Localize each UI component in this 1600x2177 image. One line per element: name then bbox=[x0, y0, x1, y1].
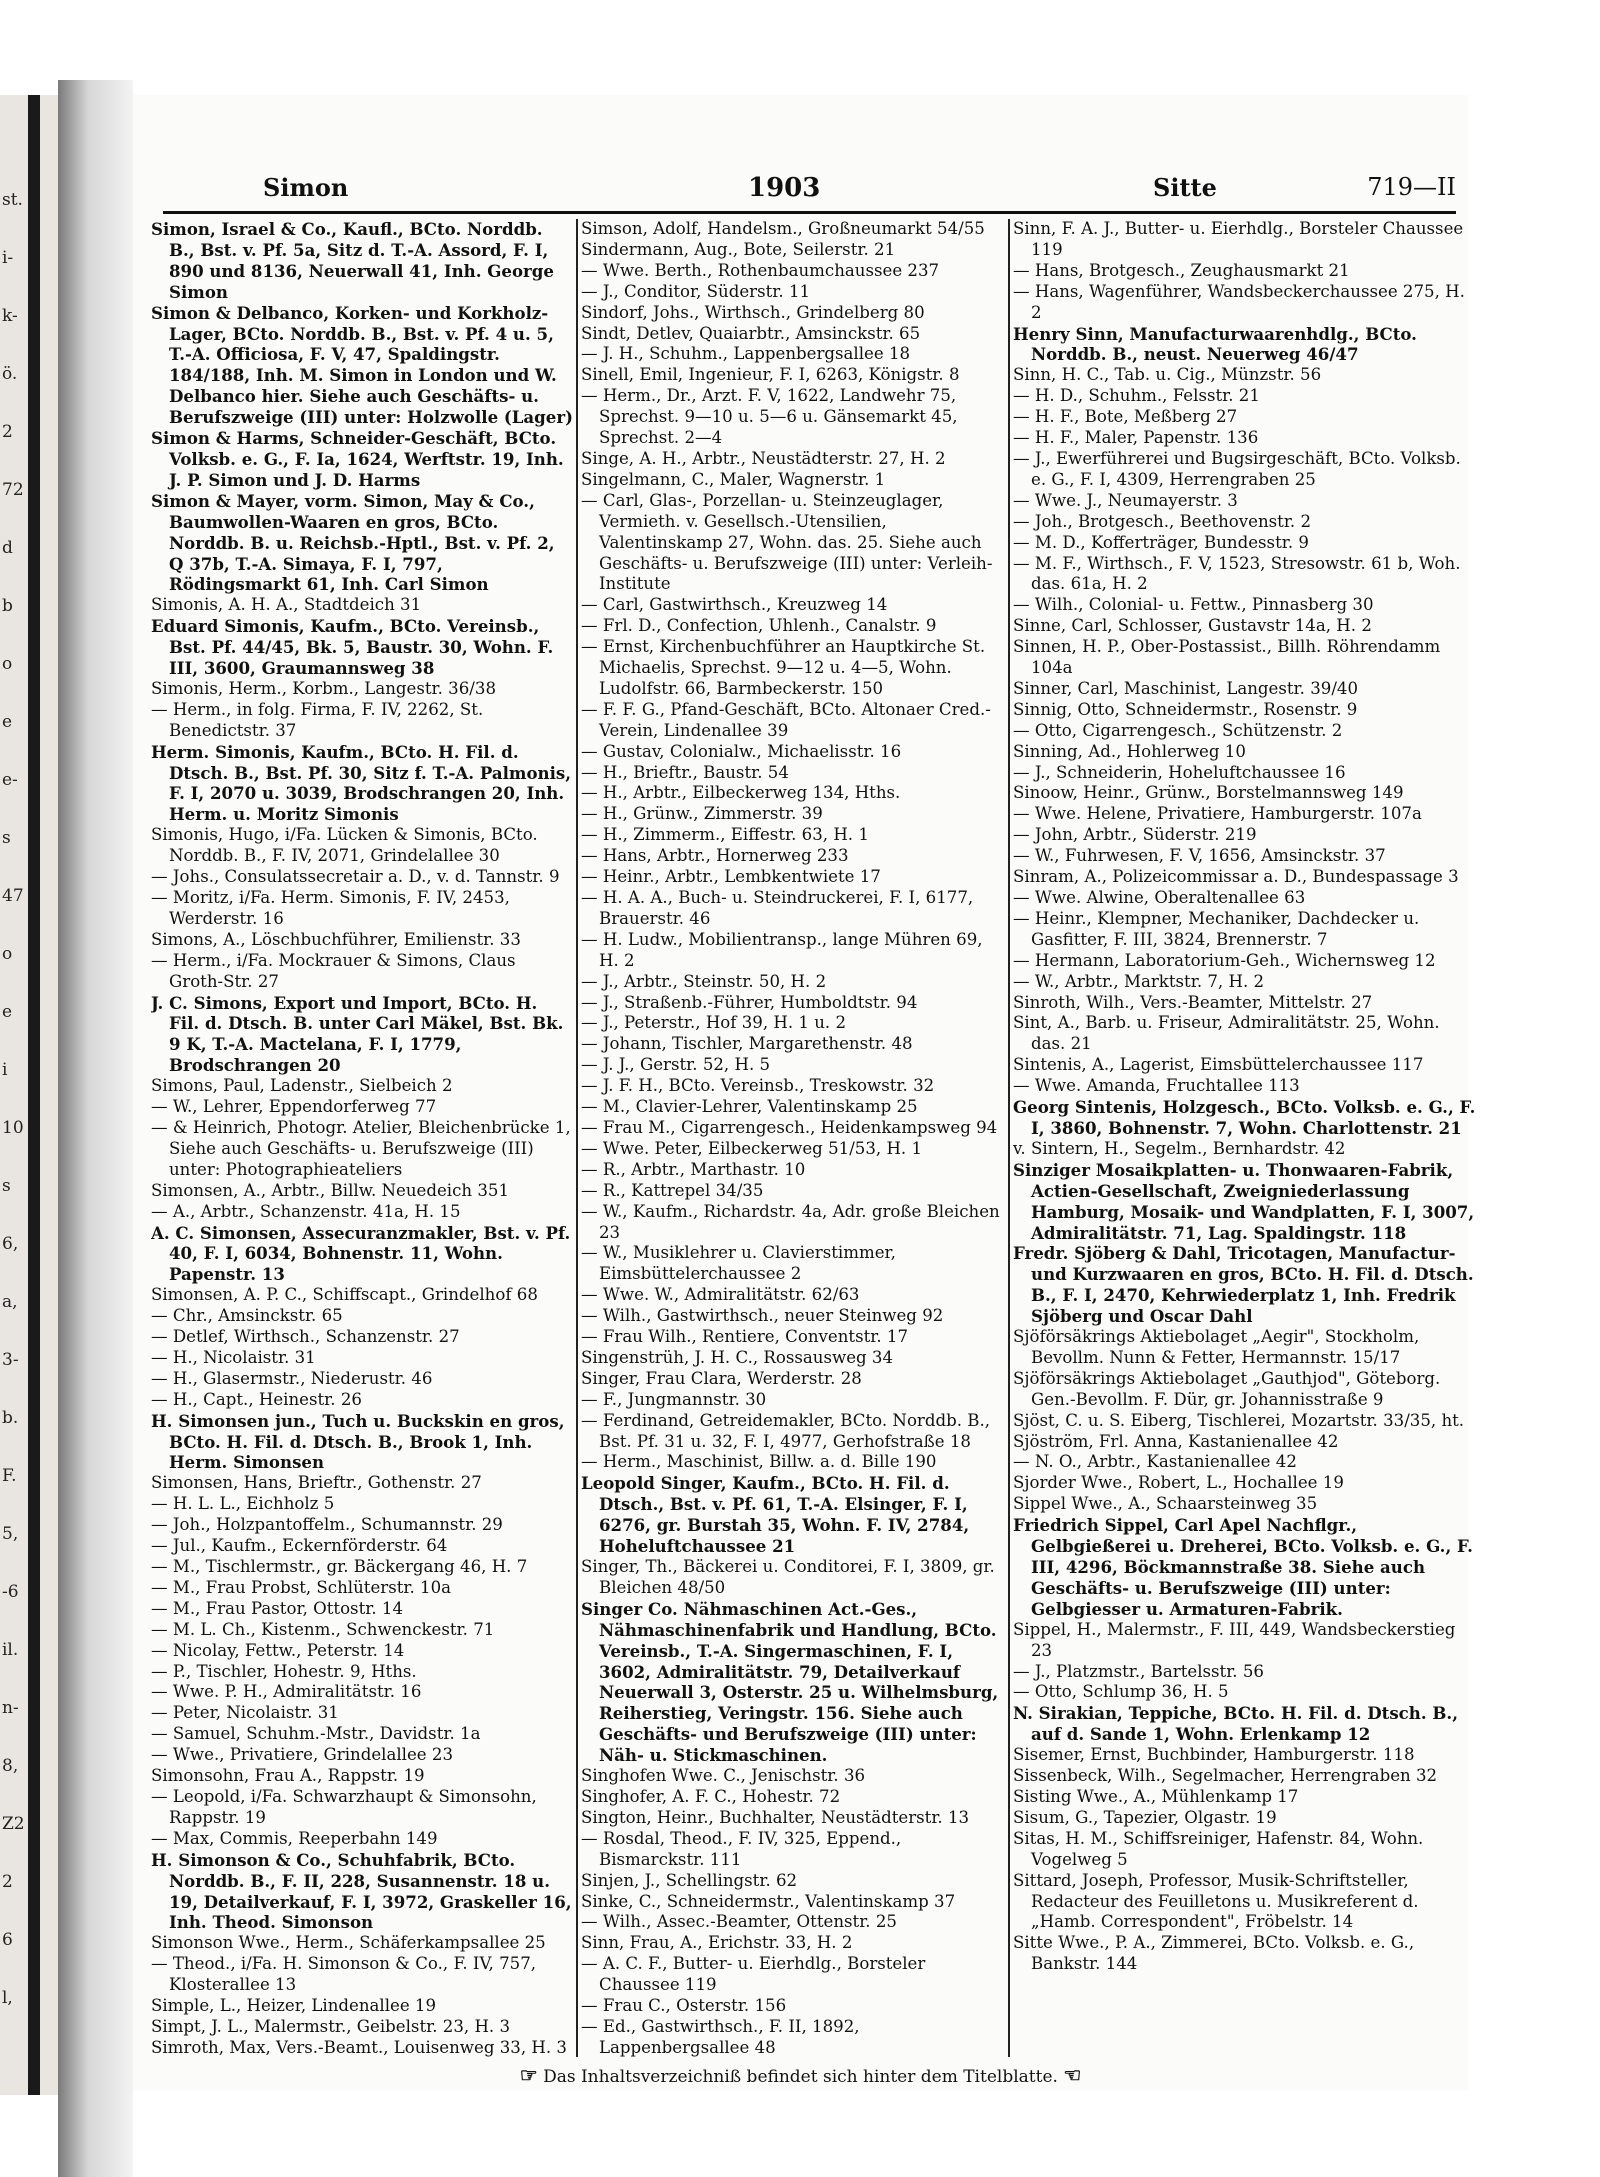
directory-entry: Sinn, F. A. J., Butter- u. Eierhdlg., Borsteler Chaussee 119 bbox=[1013, 219, 1464, 259]
directory-entry: — F. F. G., Pfand-Geschäft, BCto. Altonaer Cred.-Verein, Lindenallee 39 bbox=[581, 699, 991, 740]
directory-entry: — Moritz, i/Fa. Herm. Simonis, F. IV, 2453, Werderstr. 16 bbox=[151, 888, 510, 928]
directory-entry: — H., Nicolaistr. 31 bbox=[151, 1347, 316, 1367]
directory-entry: — Carl, Glas-, Porzellan- u. Steinzeuglager, Vermieth. v. Gesellsch.-Utensilien, Valentinskamp 27, Wohn. das. 25. Siehe auch Geschäfts- u. Berufszweige (III) unter: Verleih-Institute bbox=[581, 490, 993, 594]
directory-entry: — Hans, Arbtr., Hornerweg 233 bbox=[581, 846, 849, 866]
directory-entry: — Frl. D., Confection, Uhlenh., Canalstr. 9 bbox=[581, 616, 937, 636]
directory-entry: Sjöförsäkrings Aktiebolaget „Gauthjod", Göteborg. Gen.-Bevollm. F. Dür, gr. Johannisstraße 9 bbox=[1013, 1368, 1441, 1409]
directory-entry: — J., Ewerführerei und Bugsirgeschäft, BCto. Volksb. e. G., F. I, 4309, Herrengraben 25 bbox=[1013, 448, 1461, 489]
directory-entry: Sindorf, Johs., Wirthsch., Grindelberg 80 bbox=[581, 302, 925, 322]
column-2 bbox=[581, 219, 1005, 2057]
directory-entry: — M., Frau Pastor, Ottostr. 14 bbox=[151, 1598, 404, 1618]
directory-entry: — Herm., i/Fa. Mockrauer & Simons, Claus Groth-Str. 27 bbox=[151, 950, 516, 991]
directory-entry: Friedrich Sippel, Carl Apel Nachflgr., Gelbgießerei u. Dreherei, BCto. Volksb. e. G., F. III, 4296, Böckmannstraße 38. Siehe auch Geschäfts- u. Berufszweige (III) unter: Gelbgiesser u. Armaturen-Fabrik. bbox=[1013, 1515, 1473, 1619]
margin-mark: 8, bbox=[2, 1756, 19, 1776]
directory-entry: — J., Peterstr., Hof 39, H. 1 u. 2 bbox=[581, 1013, 847, 1033]
directory-entry: Simonsen, A. P. C., Schiffscapt., Grindelhof 68 bbox=[151, 1285, 538, 1305]
directory-entry: — M., Tischlermstr., gr. Bäckergang 46, H. 7 bbox=[151, 1557, 528, 1576]
directory-entry: J. C. Simons, Export und Import, BCto. H. Fil. d. Dtsch. B. unter Carl Mäkel, Bst. Bk. 9 K, T.-A. Mactelana, F. I, 1779, Brodschrangen 20 bbox=[151, 992, 564, 1076]
directory-entry: — Wwe. Berth., Rothenbaumchaussee 237 bbox=[581, 260, 940, 280]
directory-entry: Simon, Israel & Co., Kaufl., BCto. Norddb. B., Bst. v. Pf. 5a, Sitz d. T.-A. Assord, F. I, 890 und 8136, Neuerwall 41, Inh. George Simon bbox=[151, 219, 554, 302]
directory-entry: — W., Musiklehrer u. Clavierstimmer, Eimsbüttelerchaussee 2 bbox=[581, 1243, 896, 1284]
directory-entry: — A. C. F., Butter- u. Eierhdlg., Borsteler Chaussee 119 bbox=[581, 1954, 926, 1995]
directory-entry: Simonis, A. H. A., Stadtdeich 31 bbox=[151, 595, 422, 615]
directory-entry: Simson, Adolf, Handelsm., Großneumarkt 54/55 bbox=[581, 219, 985, 238]
directory-entry: — J., Conditor, Süderstr. 11 bbox=[581, 281, 811, 301]
directory-entry: — W., Arbtr., Marktstr. 7, H. 2 bbox=[1013, 971, 1265, 991]
directory-entry: — Carl, Gastwirthsch., Kreuzweg 14 bbox=[581, 595, 888, 615]
directory-entry: — Detlef, Wirthsch., Schanzenstr. 27 bbox=[151, 1327, 460, 1347]
directory-entry: — Ferdinand, Getreidemakler, BCto. Norddb. B., Bst. Pf. 31 u. 32, F. I, 4977, Gerhofstraße 18 bbox=[581, 1410, 991, 1451]
directory-entry: Sindermann, Aug., Bote, Seilerstr. 21 bbox=[581, 239, 896, 259]
margin-mark: o bbox=[2, 654, 13, 674]
directory-entry: — Peter, Nicolaistr. 31 bbox=[151, 1703, 339, 1723]
directory-entry: — H., Arbtr., Eilbeckerweg 134, Hths. bbox=[581, 783, 901, 803]
directory-entry: — Wilh., Gastwirthsch., neuer Steinweg 92 bbox=[581, 1306, 944, 1326]
margin-mark: e bbox=[2, 712, 13, 732]
margin-mark: d bbox=[2, 538, 13, 558]
directory-entry: Eduard Simonis, Kaufm., BCto. Vereinsb., Bst. Pf. 44/45, Bk. 5, Baustr. 30, Wohn. F. III, 3600, Graumannsweg 38 bbox=[151, 616, 554, 679]
directory-entry: Sintenis, A., Lagerist, Eimsbüttelerchaussee 117 bbox=[1013, 1055, 1424, 1075]
directory-entry: — Frau Wilh., Rentiere, Conventstr. 17 bbox=[581, 1327, 909, 1347]
directory-entry: — Wwe. Alwine, Oberaltenallee 63 bbox=[1013, 888, 1306, 907]
directory-entry: — H., Grünw., Zimmerstr. 39 bbox=[581, 804, 823, 824]
directory-entry: H. Simonson & Co., Schuhfabrik, BCto. Norddb. B., F. II, 228, Susannenstr. 18 u. 19, Detailverkauf, F. I, 3972, Graskeller 16, Inh. Theod. Simonson bbox=[151, 1849, 572, 1933]
column-3 bbox=[1013, 219, 1478, 2057]
directory-entry: — Otto, Schlump 36, H. 5 bbox=[1013, 1682, 1229, 1702]
directory-entry: — Hans, Brotgesch., Zeughausmarkt 21 bbox=[1013, 260, 1350, 280]
directory-entry: — H., Capt., Heinestr. 26 bbox=[151, 1389, 362, 1409]
margin-mark: 2 bbox=[2, 1872, 13, 1892]
directory-entry: Leopold Singer, Kaufm., BCto. H. Fil. d. Dtsch., Bst. v. Pf. 61, T.-A. Elsinger, F. I, 6276, gr. Burstah 35, Wohn. F. IV, 2784, Hoheluftchaussee 21 bbox=[581, 1473, 970, 1557]
directory-entry: — H. D., Schuhm., Felsstr. 21 bbox=[1013, 386, 1260, 406]
directory-entry: Simonsen, Hans, Brieftr., Gothenstr. 27 bbox=[151, 1473, 482, 1493]
margin-mark: a, bbox=[2, 1292, 18, 1312]
directory-entry: Sinjen, J., Schellingstr. 62 bbox=[581, 1870, 798, 1890]
directory-entry: Herm. Simonis, Kaufm., BCto. H. Fil. d. Dtsch. B., Bst. Pf. 30, Sitz f. T.-A. Palmonis, F. I, 2070 u. 3039, Brodschrangen 20, Inh. Herm. u. Moritz Simonis bbox=[151, 741, 572, 825]
directory-page bbox=[133, 95, 1476, 2090]
directory-entry: — F., Jungmannstr. 30 bbox=[581, 1389, 767, 1409]
directory-entry: — N. O., Arbtr., Kastanienallee 42 bbox=[1013, 1452, 1297, 1472]
page-footer bbox=[133, 2063, 1468, 2087]
directory-entry: — P., Tischler, Hohestr. 9, Hths. bbox=[151, 1661, 417, 1681]
entry-columns bbox=[151, 219, 1476, 2057]
directory-entry: — H. A. A., Buch- u. Steindruckerei, F. I, 6177, Brauerstr. 46 bbox=[581, 888, 974, 928]
margin-mark: 6 bbox=[2, 1930, 13, 1950]
directory-entry: — Theod., i/Fa. H. Simonson & Co., F. IV, 757, Klosterallee 13 bbox=[151, 1954, 537, 1995]
directory-entry: — Herm., Maschinist, Billw. a. d. Bille 190 bbox=[581, 1452, 937, 1472]
directory-entry: — Leopold, i/Fa. Schwarzhaupt & Simonsohn, Rappstr. 19 bbox=[151, 1786, 537, 1827]
margin-mark: -6 bbox=[2, 1582, 19, 1602]
directory-entry: — J. H., Schuhm., Lappenbergsallee 18 bbox=[581, 344, 911, 364]
directory-entry: Sippel, H., Malermstr., F. III, 449, Wandsbeckerstieg 23 bbox=[1013, 1619, 1456, 1660]
directory-entry: Simonis, Herm., Korbm., Langestr. 36/38 bbox=[151, 678, 497, 698]
directory-entry: Sitte Wwe., P. A., Zimmerei, BCto. Volksb. e. G., Bankstr. 144 bbox=[1013, 1933, 1415, 1974]
margin-mark: 6, bbox=[2, 1234, 19, 1254]
directory-entry: Sjorder Wwe., Robert, L., Hochallee 19 bbox=[1013, 1473, 1344, 1493]
directory-entry: — Ed., Gastwirthsch., F. II, 1892, Lappenbergsallee 48 bbox=[581, 2016, 860, 2057]
directory-entry: Sinram, A., Polizeicommissar a. D., Bundespassage 3 bbox=[1013, 867, 1459, 887]
page-header bbox=[163, 173, 1456, 207]
directory-entry: Sinne, Carl, Schlosser, Gustavstr 14a, H. 2 bbox=[1013, 616, 1372, 636]
directory-entry: — M. D., Kofferträger, Bundesstr. 9 bbox=[1013, 532, 1309, 552]
directory-entry: Georg Sintenis, Holzgesch., BCto. Volksb. e. G., F. I, 3860, Bohnenstr. 7, Wohn. Charlottenstr. 21 bbox=[1013, 1097, 1476, 1138]
column-divider-2 bbox=[1008, 219, 1010, 2057]
directory-entry: — Hans, Wagenführer, Wandsbeckerchaussee 275, H. 2 bbox=[1013, 281, 1465, 322]
directory-entry: — Otto, Cigarrengesch., Schützenstr. 2 bbox=[1013, 720, 1343, 740]
header-rule bbox=[163, 211, 1456, 214]
directory-entry: Sindt, Detlev, Quaiarbtr., Amsinckstr. 65 bbox=[581, 323, 921, 343]
directory-entry: Singhofen Wwe. C., Jenischstr. 36 bbox=[581, 1766, 866, 1786]
pointing-hand-left-icon: ☜ bbox=[1063, 2063, 1082, 2087]
directory-entry: — Ernst, Kirchenbuchführer an Hauptkirche St. Michaelis, Sprechst. 9—12 u. 4—5, Wohn. Ludolfstr. 66, Barmbeckerstr. 150 bbox=[581, 637, 986, 698]
directory-entry: Sint, A., Barb. u. Friseur, Admiralitätstr. 25, Wohn. das. 21 bbox=[1013, 1013, 1440, 1054]
directory-entry: Simple, L., Heizer, Lindenallee 19 bbox=[151, 1996, 437, 2016]
directory-entry: Sisting Wwe., A., Mühlenkamp 17 bbox=[1013, 1786, 1299, 1806]
directory-entry: Sinziger Mosaikplatten- u. Thonwaaren-Fabrik, Actien-Gesellschaft, Zweigniederlassung Hamburg, Mosaik- und Wandplatten, F. I, 3007, Admiralitätstr. 71, Lag. Spaldingstr. 118 bbox=[1013, 1159, 1475, 1243]
directory-entry: — Wilh., Assec.-Beamter, Ottenstr. 25 bbox=[581, 1912, 897, 1932]
column-divider-1 bbox=[576, 219, 578, 2057]
directory-entry: Sinnen, H. P., Ober-Postassist., Billh. Röhrendamm 104a bbox=[1013, 637, 1441, 678]
directory-entry: — Joh., Brotgesch., Beethovenstr. 2 bbox=[1013, 511, 1312, 531]
margin-mark: Z2 bbox=[2, 1814, 25, 1834]
directory-entry: — Wwe. Peter, Eilbeckerweg 51/53, H. 1 bbox=[581, 1138, 923, 1158]
directory-entry: — W., Fuhrwesen, F. V, 1656, Amsinckstr. 37 bbox=[1013, 846, 1386, 866]
margin-mark: b bbox=[2, 596, 13, 616]
pointing-hand-right-icon: ☞ bbox=[519, 2063, 538, 2087]
directory-entry: Simon & Harms, Schneider-Geschäft, BCto. Volksb. e. G., F. Ia, 1624, Werftstr. 19, Inh. J. P. Simon und J. D. Harms bbox=[151, 428, 564, 490]
directory-entry: — R., Arbtr., Marthastr. 10 bbox=[581, 1159, 806, 1179]
directory-entry: — J., Platzmstr., Bartelsstr. 56 bbox=[1013, 1661, 1264, 1681]
directory-entry: Sjöförsäkrings Aktiebolaget „Aegir", Stockholm, Bevollm. Nunn & Fetter, Hermannstr. 15/17 bbox=[1013, 1327, 1420, 1367]
book-gutter bbox=[58, 80, 133, 2177]
header-year: 1903 bbox=[748, 173, 821, 203]
directory-entry: — W., Lehrer, Eppendorferweg 77 bbox=[151, 1097, 437, 1117]
directory-entry: — J. F. H., BCto. Vereinsb., Treskowstr. 32 bbox=[581, 1076, 935, 1096]
directory-entry: — Wilh., Colonial- u. Fettw., Pinnasberg 30 bbox=[1013, 595, 1374, 615]
directory-entry: — Gustav, Colonialw., Michaelisstr. 16 bbox=[581, 741, 902, 761]
directory-entry: — Rosdal, Theod., F. IV, 325, Eppend., Bismarckstr. 111 bbox=[581, 1828, 902, 1869]
directory-entry: Sinn, H. C., Tab. u. Cig., Münzstr. 56 bbox=[1013, 365, 1322, 385]
directory-entry: v. Sintern, H., Segelm., Bernhardstr. 42 bbox=[1013, 1138, 1346, 1158]
margin-mark: st. bbox=[2, 190, 23, 210]
directory-entry: — & Heinrich, Photogr. Atelier, Bleichenbrücke 1, Siehe auch Geschäfts- u. Berufszweige (III) unter: Photographieateliers bbox=[151, 1117, 571, 1179]
margin-mark: 10 bbox=[2, 1118, 24, 1138]
directory-entry: — Max, Commis, Reeperbahn 149 bbox=[151, 1828, 438, 1848]
directory-entry: Singer, Frau Clara, Werderstr. 28 bbox=[581, 1368, 862, 1388]
directory-entry: — Hermann, Laboratorium-Geh., Wichernsweg 12 bbox=[1013, 950, 1436, 970]
directory-entry: Singer, Th., Bäckerei u. Conditorei, F. I, 3809, gr. Bleichen 48/50 bbox=[581, 1557, 995, 1597]
directory-entry: H. Simonsen jun., Tuch u. Buckskin en gros, BCto. H. Fil. d. Dtsch. B., Brook 1, Inh. Herm. Simonsen bbox=[151, 1410, 565, 1473]
directory-entry: — A., Arbtr., Schanzenstr. 41a, H. 15 bbox=[151, 1201, 461, 1221]
directory-entry: Simons, A., Löschbuchführer, Emilienstr. 33 bbox=[151, 929, 521, 949]
header-first-name: Simon bbox=[263, 173, 349, 202]
footer-note: Das Inhaltsverzeichniß befindet sich hinter dem Titelblatte. bbox=[543, 2067, 1058, 2087]
directory-entry: Singhofer, A. F. C., Hohestr. 72 bbox=[581, 1786, 841, 1806]
directory-entry: Sjöström, Frl. Anna, Kastanienallee 42 bbox=[1013, 1431, 1339, 1451]
directory-entry: Sittard, Joseph, Professor, Musik-Schriftsteller, Redacteur des Feuilletons u. Musikreferent d. „Hamb. Correspondent", Fröbelstr. 14 bbox=[1013, 1870, 1419, 1932]
header-last-name: Sitte bbox=[1153, 173, 1217, 202]
directory-entry: — Nicolay, Fettw., Peterstr. 14 bbox=[151, 1640, 405, 1660]
directory-entry: Sinn, Frau, A., Erichstr. 33, H. 2 bbox=[581, 1933, 853, 1953]
directory-entry: — Jul., Kaufm., Eckernförderstr. 64 bbox=[151, 1536, 448, 1556]
directory-entry: — J., Straßenb.-Führer, Humboldtstr. 94 bbox=[581, 992, 918, 1012]
directory-entry: — Wwe. Amanda, Fruchtallee 113 bbox=[1013, 1076, 1300, 1096]
column-1 bbox=[151, 219, 573, 2057]
margin-mark: 2 bbox=[2, 422, 13, 442]
margin-mark: e- bbox=[2, 770, 18, 790]
directory-entry: — Chr., Amsinckstr. 65 bbox=[151, 1306, 343, 1326]
directory-entry: Simonsen, A., Arbtr., Billw. Neuedeich 351 bbox=[151, 1180, 510, 1200]
directory-entry: — Wwe., Privatiere, Grindelallee 23 bbox=[151, 1745, 454, 1765]
margin-mark: 5, bbox=[2, 1524, 19, 1544]
margin-mark: o bbox=[2, 944, 13, 964]
margin-mark: s bbox=[2, 1176, 11, 1196]
margin-mark: k- bbox=[2, 306, 18, 326]
directory-entry: Simpt, J. L., Malermstr., Geibelstr. 23, H. 3 bbox=[151, 2016, 511, 2036]
entry-list-2 bbox=[581, 219, 1005, 2057]
directory-entry: Sinoow, Heinr., Grünw., Borstelmannsweg 149 bbox=[1013, 783, 1404, 803]
directory-entry: Sington, Heinr., Buchhalter, Neustädterstr. 13 bbox=[581, 1807, 970, 1827]
directory-entry: Sinroth, Wilh., Vers.-Beamter, Mittelstr. 27 bbox=[1013, 992, 1373, 1012]
directory-entry: — R., Kattrepel 34/35 bbox=[581, 1180, 764, 1200]
directory-entry: — Heinr., Arbtr., Lembkentwiete 17 bbox=[581, 867, 881, 887]
directory-entry: Sinner, Carl, Maschinist, Langestr. 39/40 bbox=[1013, 678, 1359, 698]
directory-entry: Sippel Wwe., A., Schaarsteinweg 35 bbox=[1013, 1494, 1318, 1514]
directory-entry: — Heinr., Klempner, Mechaniker, Dachdecker u. Gasfitter, F. III, 3824, Brennerstr. 7 bbox=[1013, 908, 1420, 949]
directory-entry: Sisemer, Ernst, Buchbinder, Hamburgerstr. 118 bbox=[1013, 1745, 1415, 1765]
margin-mark: 72 bbox=[2, 480, 24, 500]
margin-mark: b. bbox=[2, 1408, 19, 1428]
directory-entry: — Johann, Tischler, Margarethenstr. 48 bbox=[581, 1034, 913, 1054]
directory-entry: A. C. Simonsen, Assecuranzmakler, Bst. v. Pf. 40, F. I, 6034, Bohnenstr. 11, Wohn. Papenstr. 13 bbox=[151, 1222, 571, 1285]
directory-entry: — H., Brieftr., Baustr. 54 bbox=[581, 762, 789, 782]
directory-entry: — Wwe. W., Admiralitätstr. 62/63 bbox=[581, 1285, 860, 1305]
directory-entry: — J., Arbtr., Steinstr. 50, H. 2 bbox=[581, 971, 827, 991]
directory-entry: Sitas, H. M., Schiffsreiniger, Hafenstr. 84, Wohn. Vogelweg 5 bbox=[1013, 1828, 1424, 1869]
directory-entry: Singe, A. H., Arbtr., Neustädterstr. 27, H. 2 bbox=[581, 448, 946, 468]
entry-list-1 bbox=[151, 219, 573, 2057]
margin-mark: i bbox=[2, 1060, 8, 1080]
directory-entry: Henry Sinn, Manufacturwaarenhdlg., BCto. Norddb. B., neust. Neuerweg 46/47 bbox=[1013, 323, 1417, 365]
margin-mark: 3- bbox=[2, 1350, 19, 1370]
margin-mark: il. bbox=[2, 1640, 19, 1660]
directory-entry: — Herm., Dr., Arzt. F. V, 1622, Landwehr 75, Sprechst. 9—10 u. 5—6 u. Gänsemarkt 45, Sprechst. 2—4 bbox=[581, 386, 958, 448]
entry-list-3 bbox=[1013, 219, 1478, 1975]
directory-entry: Sinnig, Otto, Schneidermstr., Rosenstr. 9 bbox=[1013, 699, 1358, 719]
directory-entry: Simonson Wwe., Herm., Schäferkampsallee 25 bbox=[151, 1933, 546, 1953]
directory-entry: Singenstrüh, J. H. C., Rossausweg 34 bbox=[581, 1347, 894, 1367]
directory-entry: — H. Ludw., Mobilientransp., lange Mühren 69, H. 2 bbox=[581, 929, 983, 970]
directory-entry: Simonis, Hugo, i/Fa. Lücken & Simonis, BCto. Norddb. B., F. IV, 2071, Grindelallee 30 bbox=[151, 825, 538, 866]
directory-entry: Fredr. Sjöberg & Dahl, Tricotagen, Manufactur- und Kurzwaaren en gros, BCto. H. Fil. d. Dtsch. B., F. I, 2470, Kehrwiederplatz 1, Inh. Fredrik Sjöberg und Oscar Dahl bbox=[1013, 1243, 1474, 1327]
directory-entry: — M. F., Wirthsch., F. V, 1523, Stresowstr. 61 b, Woh. das. 61a, H. 2 bbox=[1013, 553, 1461, 594]
directory-entry: — H., Glasermstr., Niederustr. 46 bbox=[151, 1368, 433, 1388]
directory-entry: — Joh., Holzpantoffelm., Schumannstr. 29 bbox=[151, 1515, 503, 1535]
directory-entry: Singelmann, C., Maler, Wagnerstr. 1 bbox=[581, 469, 886, 489]
directory-entry: — W., Kaufm., Richardstr. 4a, Adr. große Bleichen 23 bbox=[581, 1201, 1000, 1242]
directory-entry: Simroth, Max, Vers.-Beamt., Louisenweg 33, H. 3 bbox=[151, 2037, 567, 2057]
directory-entry: — John, Arbtr., Süderstr. 219 bbox=[1013, 825, 1257, 845]
margin-mark: 47 bbox=[2, 886, 24, 906]
directory-entry: — Samuel, Schuhm.-Mstr., Davidstr. 1a bbox=[151, 1724, 481, 1744]
directory-entry: — M., Clavier-Lehrer, Valentinskamp 25 bbox=[581, 1097, 918, 1117]
margin-mark: s bbox=[2, 828, 11, 848]
directory-entry: — Frau C., Osterstr. 156 bbox=[581, 1996, 787, 2016]
directory-entry: — Johs., Consulatssecretair a. D., v. d. Tannstr. 9 bbox=[151, 867, 560, 887]
directory-entry: Sjöst, C. u. S. Eiberg, Tischlerei, Mozartstr. 33/35, ht. bbox=[1013, 1410, 1465, 1430]
directory-entry: N. Sirakian, Teppiche, BCto. H. Fil. d. Dtsch. B., auf d. Sande 1, Wohn. Erlenkamp 12 bbox=[1013, 1703, 1458, 1745]
directory-entry: — Frau M., Cigarrengesch., Heidenkampsweg 94 bbox=[581, 1117, 998, 1137]
margin-mark: l, bbox=[2, 1988, 13, 2008]
directory-entry: Sissenbeck, Wilh., Segelmacher, Herrengraben 32 bbox=[1013, 1766, 1438, 1786]
directory-entry: — Herm., in folg. Firma, F. IV, 2262, St. Benedictstr. 37 bbox=[151, 699, 484, 740]
directory-entry: Singer Co. Nähmaschinen Act.-Ges., Nähmaschinenfabrik und Handlung, BCto. Vereinsb., T.-A. Singermaschinen, F. I, 3602, Admiralitätstr. 79, Detailverkauf Neuerwall 3, Osterstr. 25 u. Wilhelmsburg, Reiherstieg, Veringstr. 156. Siehe auch Geschäfts- und Berufszweige (III) unter: Näh- u. Stickmaschinen. bbox=[581, 1598, 999, 1766]
margin-mark: n- bbox=[2, 1698, 19, 1718]
directory-entry: Sinke, C., Schneidermstr., Valentinskamp 37 bbox=[581, 1891, 956, 1911]
directory-entry: — Wwe. J., Neumayerstr. 3 bbox=[1013, 490, 1238, 510]
margin-mark: i- bbox=[2, 248, 14, 268]
directory-entry: — J. J., Gerstr. 52, H. 5 bbox=[581, 1055, 771, 1075]
directory-entry: — M., Frau Probst, Schlüterstr. 10a bbox=[151, 1577, 452, 1597]
directory-entry: — Wwe. P. H., Admiralitätstr. 16 bbox=[151, 1682, 422, 1702]
page-number: 719—II bbox=[1367, 173, 1456, 201]
adjacent-page-edge bbox=[0, 95, 58, 2095]
directory-entry: Simonsohn, Frau A., Rappstr. 19 bbox=[151, 1766, 425, 1786]
adjacent-page-rule bbox=[28, 95, 40, 2095]
directory-entry: Sinell, Emil, Ingenieur, F. I, 6263, Königstr. 8 bbox=[581, 365, 960, 385]
directory-entry: Simon & Mayer, vorm. Simon, May & Co., Baumwollen-Waaren en gros, BCto. Norddb. B. u. Reichsb.-Hptl., Bst. v. Pf. 2, Q 37b, T.-A. Simaya, F. I, 797, Rödingsmarkt 61, Inh. Carl Simon bbox=[151, 490, 555, 595]
margin-mark: ö. bbox=[2, 364, 18, 384]
directory-entry: Sinning, Ad., Hohlerweg 10 bbox=[1013, 741, 1246, 761]
margin-mark: e bbox=[2, 1002, 13, 1022]
directory-entry: — H. F., Bote, Meßberg 27 bbox=[1013, 407, 1238, 427]
directory-entry: — Wwe. Helene, Privatiere, Hamburgerstr. 107a bbox=[1013, 804, 1422, 824]
directory-entry: — M. L. Ch., Kistenm., Schwenckestr. 71 bbox=[151, 1619, 495, 1639]
directory-entry: Sisum, G., Tapezier, Olgastr. 19 bbox=[1013, 1807, 1277, 1827]
directory-entry: Simon & Delbanco, Korken- und Korkholz-Lager, BCto. Norddb. B., Bst. v. Pf. 4 u. 5, T.-A. Officiosa, F. V, 47, Spaldingstr. 184/188, Inh. M. Simon in London und W. Delbanco hier. Siehe auch Geschäfts- u. Berufszweige (III) unter: Holzwolle (Lager) bbox=[151, 302, 573, 428]
directory-entry: Simons, Paul, Ladenstr., Sielbeich 2 bbox=[151, 1076, 453, 1096]
directory-entry: — J., Schneiderin, Hoheluftchaussee 16 bbox=[1013, 762, 1346, 782]
margin-mark: F. bbox=[2, 1466, 17, 1486]
directory-entry: — H. L. L., Eichholz 5 bbox=[151, 1494, 335, 1514]
directory-entry: — H., Zimmerm., Eiffestr. 63, H. 1 bbox=[581, 825, 869, 845]
directory-entry: — H. F., Maler, Papenstr. 136 bbox=[1013, 428, 1259, 448]
